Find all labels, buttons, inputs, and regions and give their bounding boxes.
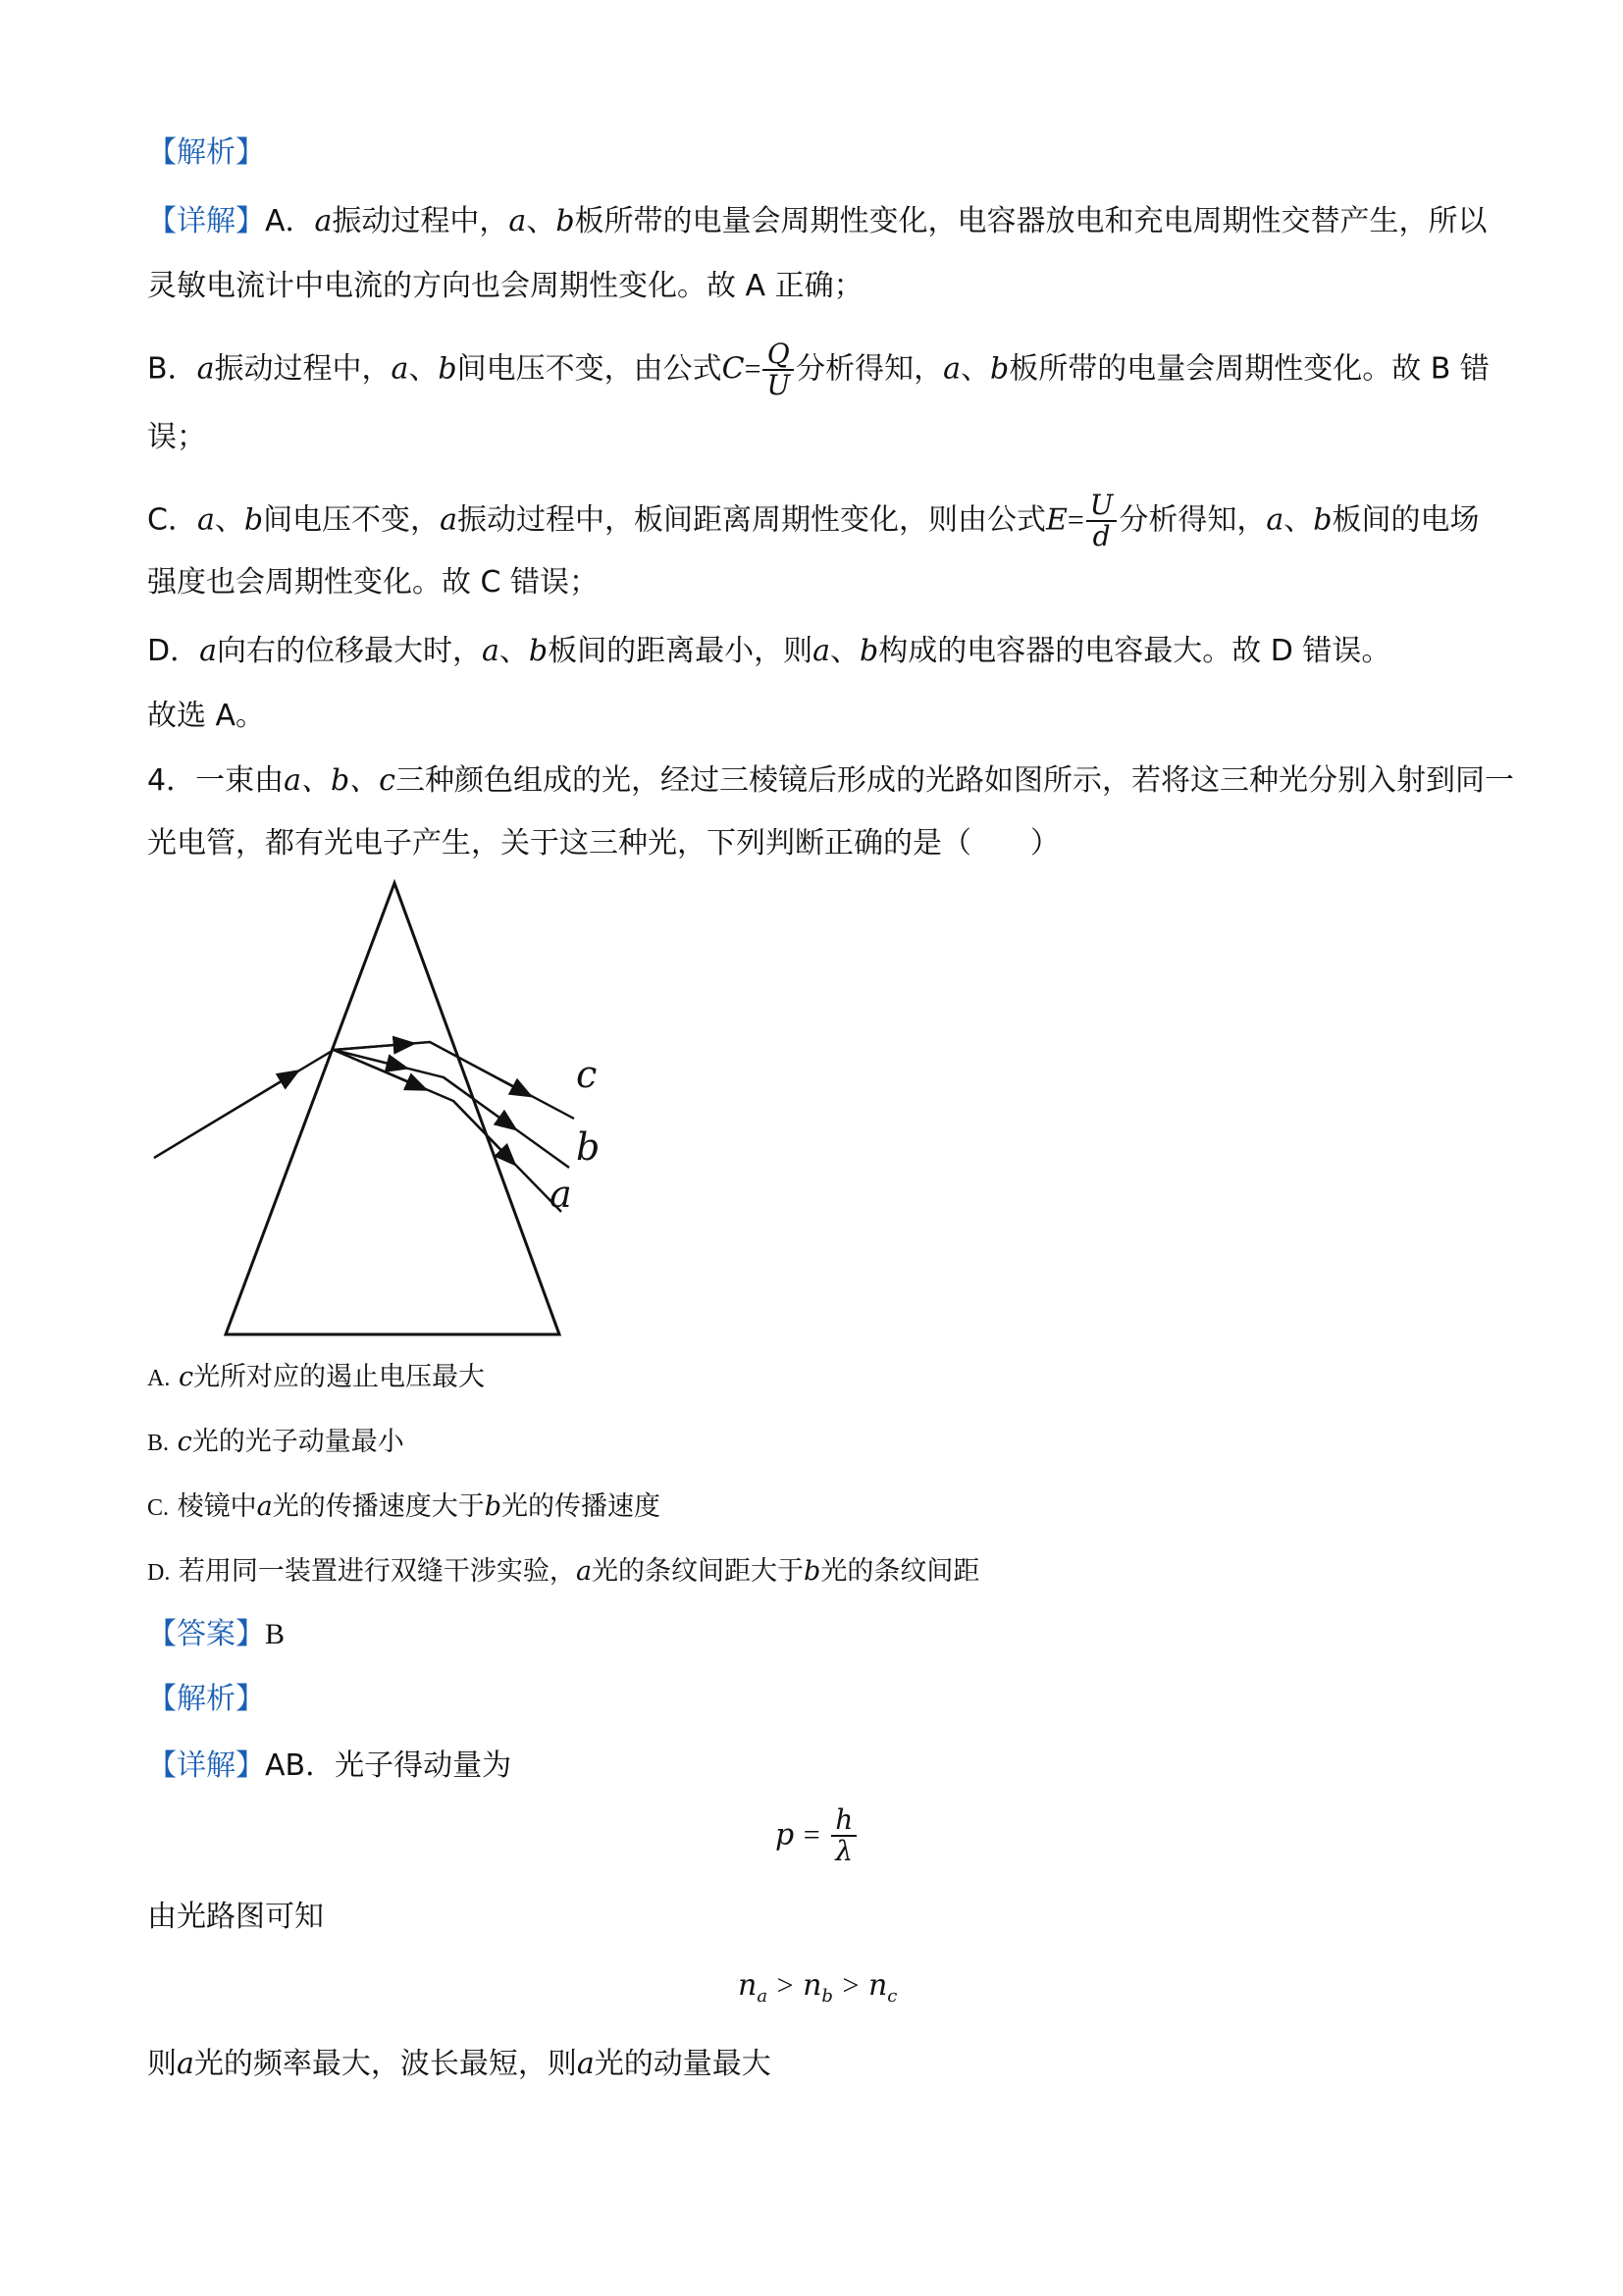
- detail-tag: 【详解】: [147, 1748, 265, 1783]
- eq1-numerator: h: [831, 1805, 857, 1837]
- formula-E-eq: =: [1067, 503, 1084, 537]
- sym-a: a: [440, 502, 457, 538]
- sym-b: b: [528, 634, 549, 668]
- formula-C-eq: =: [744, 352, 761, 386]
- q3-detail-B-line1: [147, 339, 1490, 400]
- ray-a-path: [334, 1050, 561, 1212]
- option-pre: 棱镜中: [177, 1491, 257, 1522]
- q3-D-text1: 向右的位移最大时，: [217, 634, 482, 668]
- option-letter: A.: [147, 1366, 171, 1391]
- option-text: 光的传播速度大于: [272, 1491, 485, 1522]
- option-letter: D.: [147, 1560, 171, 1586]
- separator: 、: [214, 502, 244, 538]
- q4-option-C: [147, 1487, 660, 1528]
- q3-conclusion-text: 故选 A。: [147, 699, 266, 733]
- option-symbol: a: [256, 1491, 273, 1522]
- q4-option-D: [147, 1552, 979, 1592]
- q4-stem-line1: [147, 761, 1514, 801]
- q4-final-end: 光的动量最大: [594, 2047, 771, 2081]
- sym-b: b: [989, 351, 1010, 387]
- q3-C-line2: 强度也会周期性变化。故 C 错误；: [147, 565, 600, 600]
- q4-stem-rest: 三种颜色组成的光，经过三棱镜后形成的光路如图所示，若将这三种光分别入射到同一: [395, 763, 1514, 798]
- separator: 、: [960, 351, 990, 387]
- sym-a: a: [943, 351, 961, 387]
- eq2-sub-a: a: [757, 1986, 768, 2007]
- q4-final-mid: 光的频率最大，波长最短，则: [193, 2047, 577, 2081]
- q4-final-pre: 则: [147, 2047, 177, 2081]
- q3-B-lead: B．: [147, 351, 197, 387]
- q3-B-text2: 间电压不变，由公式: [456, 351, 722, 387]
- separator: 、: [830, 634, 860, 668]
- option-symbol-2: b: [804, 1556, 821, 1587]
- q3-B-text3: 分析得知，: [796, 351, 944, 387]
- option-text: 光所对应的遏止电压最大: [193, 1362, 486, 1392]
- eq2-n-a: [738, 1968, 768, 2007]
- equation-momentum: [775, 1805, 859, 1866]
- q3-detail-A-line2: [147, 267, 864, 306]
- eq2-n: n: [867, 1968, 888, 2003]
- q3-detail-C-line1: [147, 491, 1480, 551]
- detail-tag: 【详解】: [147, 204, 265, 238]
- formula-C-fraction: [762, 339, 794, 400]
- prism-triangle: [226, 883, 559, 1334]
- separator: 、: [1283, 502, 1314, 538]
- ray-c-path: [334, 1042, 574, 1119]
- q3-C-text4: 板间的电场: [1332, 502, 1480, 538]
- analysis-heading: [147, 133, 265, 173]
- eq2-gt: >: [776, 1969, 794, 2002]
- sym-a: a: [1266, 502, 1284, 538]
- ray-a-arrow-outside: [453, 1101, 510, 1160]
- q4-analysis-heading: [147, 1680, 265, 1719]
- q4-option-B: [147, 1423, 404, 1463]
- option-text-2: 光的传播速度: [501, 1491, 661, 1522]
- sym-a: a: [391, 351, 409, 387]
- formula-C-lhs: C: [721, 351, 745, 387]
- sym-b: b: [860, 634, 879, 668]
- q4-final-sym2: a: [576, 2047, 595, 2081]
- q3-D-lead: D．: [147, 634, 200, 668]
- q3-detail-D-line: [147, 632, 1390, 671]
- sym-a: a: [314, 204, 333, 238]
- q4-stem-text2: 光电管，都有光电子产生，关于这三种光，下列判断正确的是（ ）: [147, 826, 1060, 861]
- ray-c-arrow-outside: [430, 1042, 525, 1093]
- q4-detail-text: AB．光子得动量为: [265, 1748, 512, 1783]
- q4-option-A: [147, 1358, 485, 1398]
- separator: 、: [526, 204, 556, 238]
- eq2-n-b: [803, 1968, 833, 2007]
- formula-E-fraction: [1086, 491, 1118, 551]
- option-symbol: a: [575, 1556, 593, 1587]
- sym-b: b: [243, 502, 264, 538]
- separator: 、: [498, 634, 529, 668]
- separator: 、: [408, 351, 439, 387]
- q3-C-lead: C．: [147, 502, 197, 538]
- q3-B-text1: 振动过程中，: [214, 351, 392, 387]
- q4-final-sym: a: [177, 2047, 194, 2081]
- eq2-n: n: [738, 1968, 758, 2003]
- eq2-n: n: [803, 1968, 822, 2003]
- q4-stem-line2: [147, 824, 1060, 863]
- equation-refractive-index: [738, 1966, 897, 2016]
- prism-figure: [137, 873, 648, 1344]
- q3-C-text1: 间电压不变，: [263, 502, 441, 538]
- answer-value: B: [265, 1618, 286, 1650]
- q3-detail-A-line1: [147, 202, 1488, 241]
- q3-C-text3: 分析得知，: [1119, 502, 1267, 538]
- sym-b: b: [555, 204, 575, 238]
- sym-a: a: [199, 634, 217, 668]
- sym-b: b: [438, 351, 457, 387]
- eq2-sub-c: c: [887, 1986, 898, 2007]
- q3-D-text3: 构成的电容器的电容最大。故 D 错误。: [878, 634, 1391, 668]
- option-text-2: 光的条纹间距: [820, 1556, 980, 1587]
- eq2-sub-b: b: [821, 1986, 833, 2007]
- q3-D-text2: 板间的距离最小，则: [548, 634, 813, 668]
- formula-E-numerator: U: [1086, 491, 1118, 522]
- sym-a: a: [196, 502, 215, 538]
- q4-answer-line: [147, 1615, 285, 1654]
- sym-a: a: [196, 351, 215, 387]
- q4-final-line: [147, 2045, 771, 2084]
- formula-C-denominator: U: [766, 369, 791, 401]
- option-symbol: c: [177, 1427, 192, 1457]
- q3-A-text1: 振动过程中，: [332, 204, 509, 238]
- eq2-gt: >: [842, 1969, 860, 2002]
- q3-B-text4: 板所带的电量会周期性变化。故 B 错: [1009, 351, 1490, 387]
- q3-A-line2: 灵敏电流计中电流的方向也会周期性变化。故 A 正确；: [147, 269, 864, 303]
- q3-detail-C-line2: [147, 563, 599, 602]
- q4-stem-symbols: a、b、c: [284, 763, 395, 798]
- q4-stem-lead: 4．一束由: [147, 763, 285, 798]
- analysis-tag: 【解析】: [147, 1682, 265, 1716]
- option-text: 光的条纹间距大于: [592, 1556, 805, 1587]
- sym-b: b: [1313, 502, 1333, 538]
- option-letter: B.: [147, 1431, 170, 1456]
- q3-B-line2: 误；: [147, 420, 206, 454]
- q3-conclusion: [147, 697, 265, 736]
- eq1-equals: =: [803, 1818, 820, 1852]
- sym-a: a: [508, 204, 527, 238]
- option-symbol: c: [178, 1362, 194, 1392]
- option-pre: 若用同一装置进行双缝干涉实验，: [178, 1556, 576, 1587]
- option-letter: C.: [147, 1495, 170, 1521]
- ray-b-path: [334, 1050, 569, 1168]
- label-b: b: [576, 1125, 601, 1169]
- q4-detail-line: [147, 1747, 511, 1786]
- label-a: a: [550, 1173, 572, 1216]
- q4-from-figure: [147, 1898, 324, 1937]
- q3-A-lead: A．: [265, 204, 315, 238]
- eq1-lhs: p: [775, 1817, 795, 1852]
- q3-A-text2: 板所带的电量会周期性变化，电容器放电和充电周期性交替产生，所以: [574, 204, 1488, 238]
- label-c: c: [576, 1053, 598, 1096]
- formula-E-denominator: d: [1092, 520, 1111, 552]
- eq1-denominator: λ: [835, 1835, 854, 1867]
- eq2-n-c: [867, 1968, 898, 2007]
- option-text: 光的光子动量最小: [191, 1427, 404, 1457]
- q4-from-figure-text: 由光路图可知: [147, 1900, 324, 1934]
- option-symbol-2: b: [484, 1491, 502, 1522]
- analysis-tag: 【解析】: [147, 135, 265, 170]
- q3-detail-B-line2: [147, 418, 206, 457]
- formula-E-lhs: E: [1045, 502, 1068, 538]
- formula-C-numerator: Q: [762, 339, 794, 371]
- eq1-fraction: [831, 1805, 857, 1866]
- sym-a: a: [812, 634, 830, 668]
- incident-ray-arrow: [154, 1074, 292, 1158]
- ray-c-arrow-inside: [334, 1044, 407, 1050]
- sym-a: a: [482, 634, 499, 668]
- answer-tag: 【答案】: [147, 1617, 265, 1651]
- q3-C-text2: 振动过程中，板间距离周期性变化，则由公式: [456, 502, 1046, 538]
